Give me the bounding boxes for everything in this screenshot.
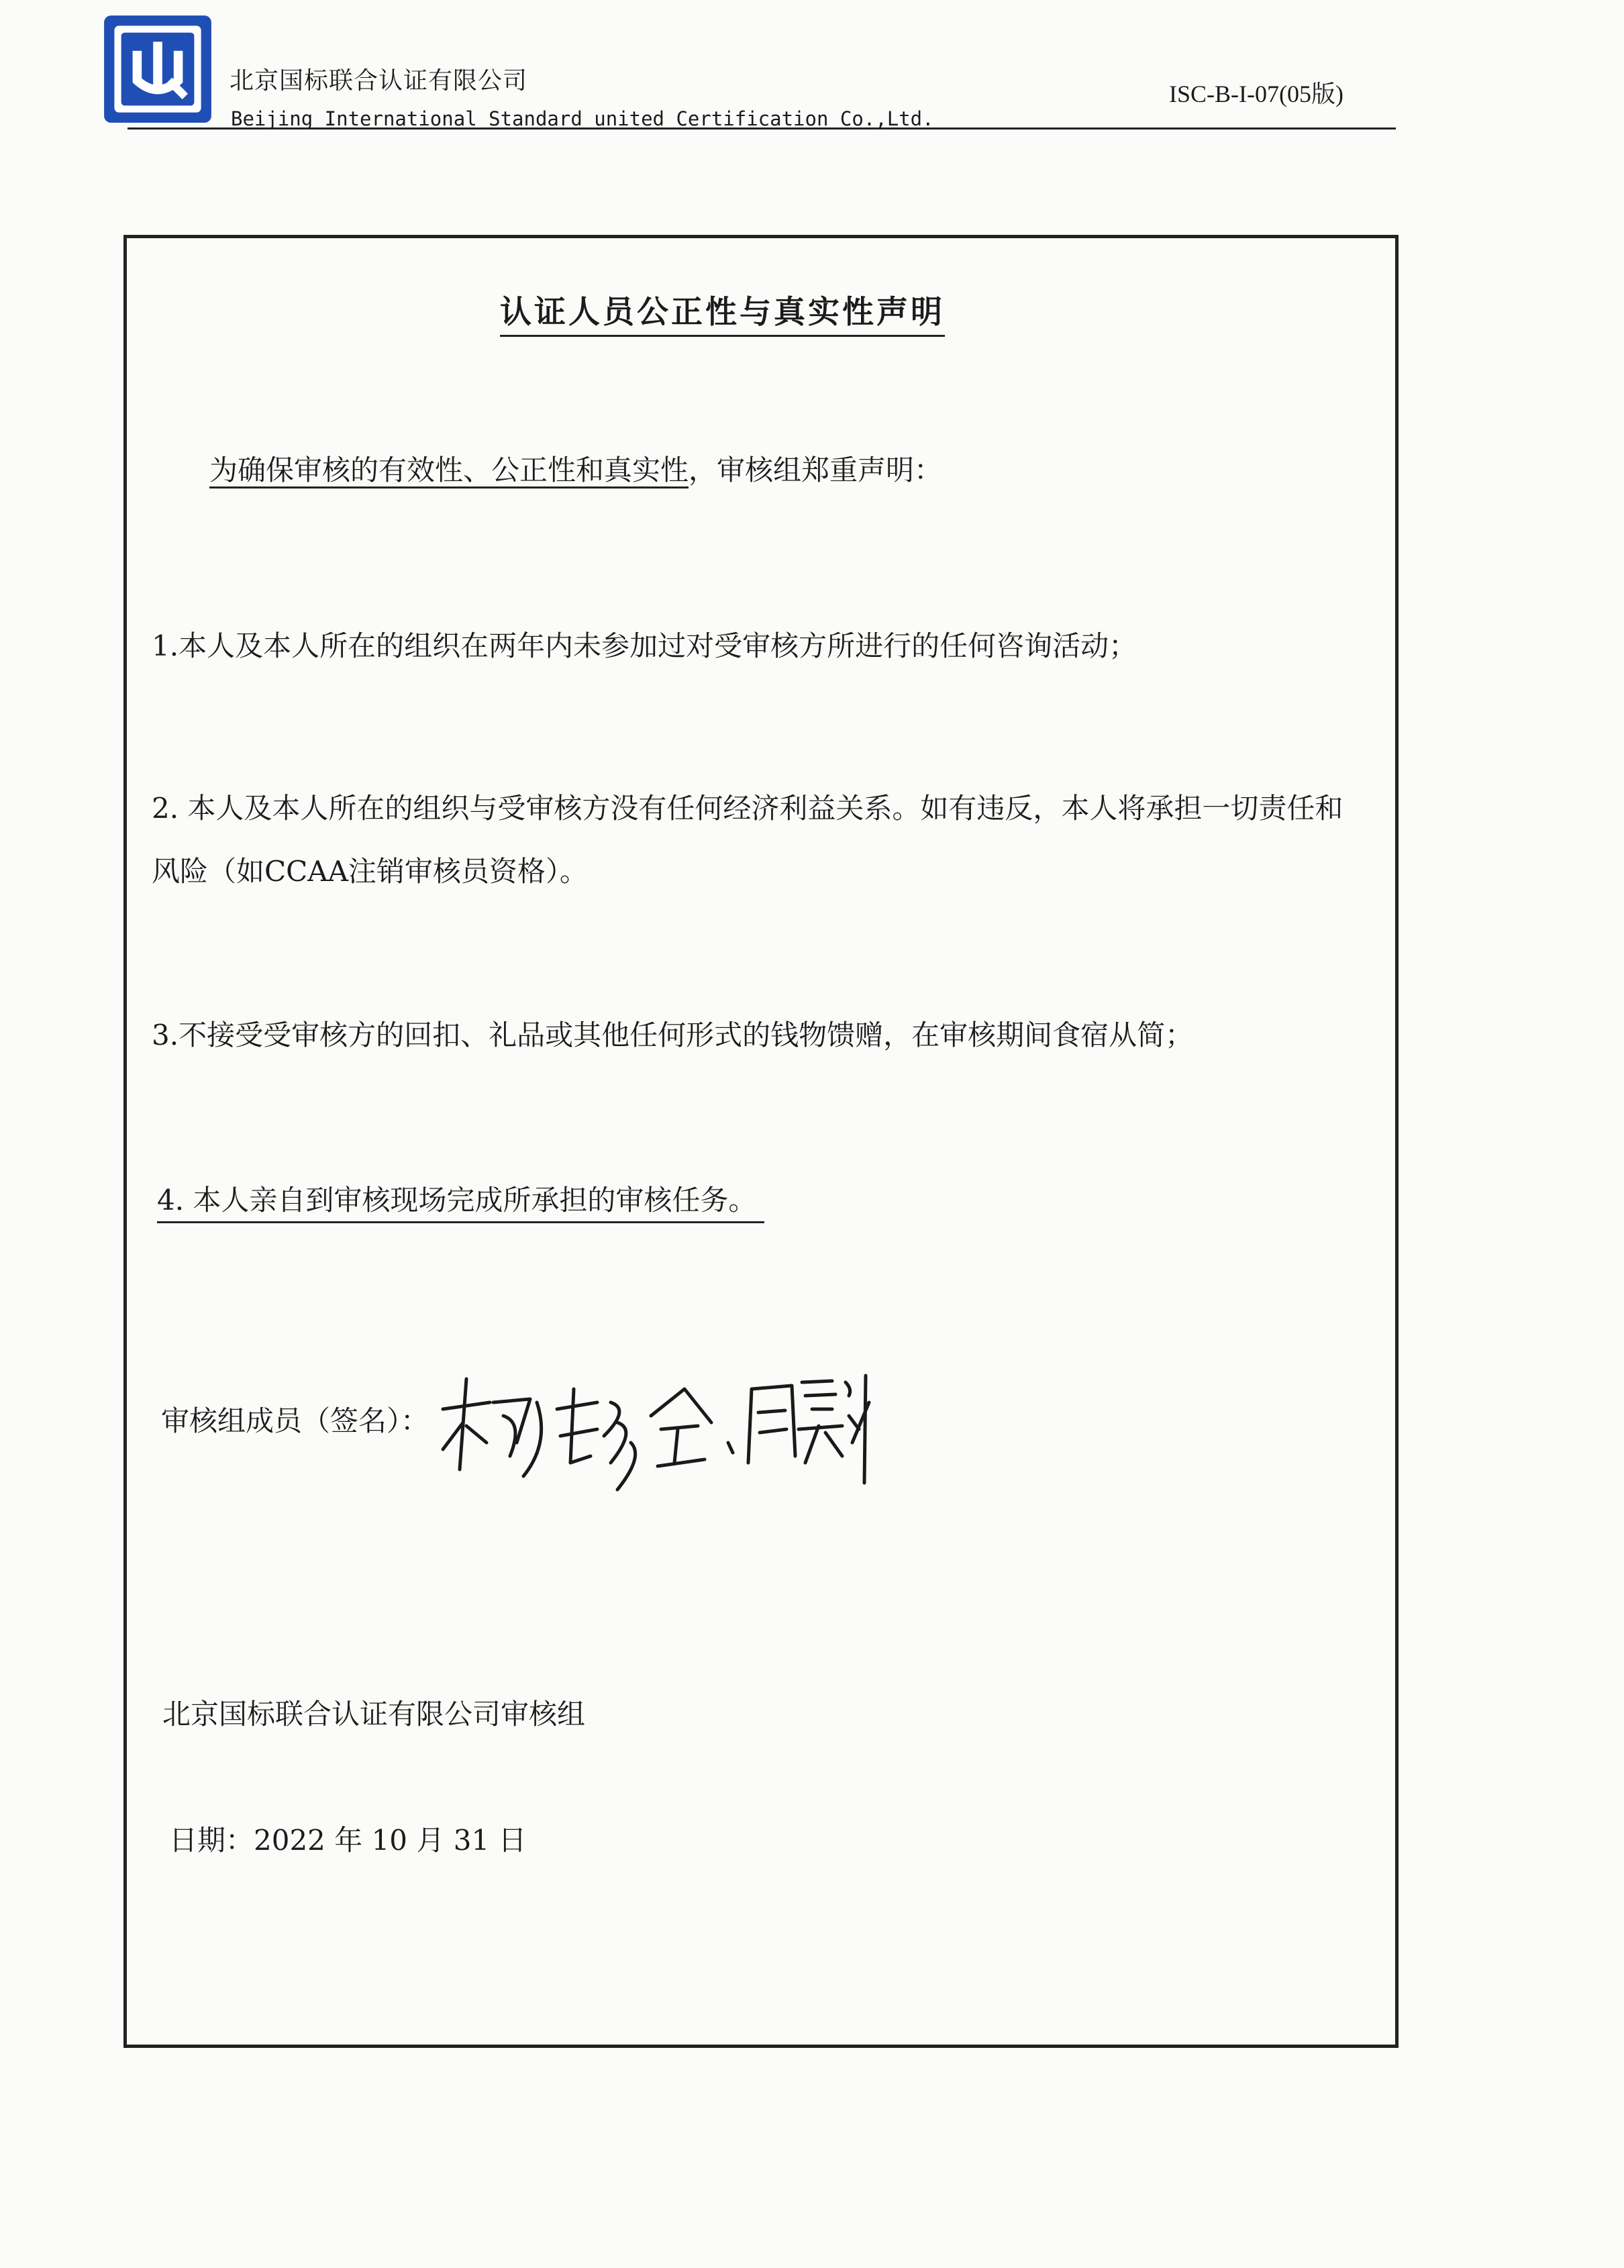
document-title: 认证人员公正性与真实性声明 (500, 287, 945, 337)
header-divider (128, 127, 1396, 130)
company-name-cn: 北京国标联合认证有限公司 (230, 67, 528, 95)
handwritten-signature (429, 1362, 872, 1496)
audit-team-organization: 北京国标联合认证有限公司审核组 (162, 1698, 586, 1731)
declaration-box (123, 235, 1399, 2048)
intro-statement (209, 448, 942, 488)
intro-rest-text: ，审核组郑重声明： (689, 454, 943, 486)
members-signature-label: 审核组成员（签名）： (161, 1404, 429, 1437)
declaration-item-3: 3.不接受受审核方的回扣、礼品或其他任何形式的钱物馈赠，在审核期间食宿从简； (152, 1019, 1194, 1051)
intro-underlined-text: 为确保审核的有效性、公正性和真实性 (209, 454, 689, 488)
document-code: ISC-B-I-07(05版) (1169, 81, 1343, 107)
declaration-item-2: 2. 本人及本人所在的组织与受审核方没有任何经济利益关系。如有违反，本人将承担一切责任和 (152, 792, 1343, 825)
isc-logo-icon (101, 12, 215, 126)
declaration-item-4: 4. 本人亲自到审核现场完成所承担的审核任务。 (157, 1178, 764, 1223)
company-name-en: Beijing International Standard united Certification Co.,Ltd. (231, 107, 934, 130)
declaration-item-1: 1.本人及本人所在的组织在两年内未参加过对受审核方所进行的任何咨询活动； (152, 629, 1137, 662)
signing-date: 日期：2022 年 10 月 31 日 (169, 1824, 527, 1857)
declaration-item-2-continued: 风险（如CCAA注销审核员资格）。 (152, 855, 588, 888)
